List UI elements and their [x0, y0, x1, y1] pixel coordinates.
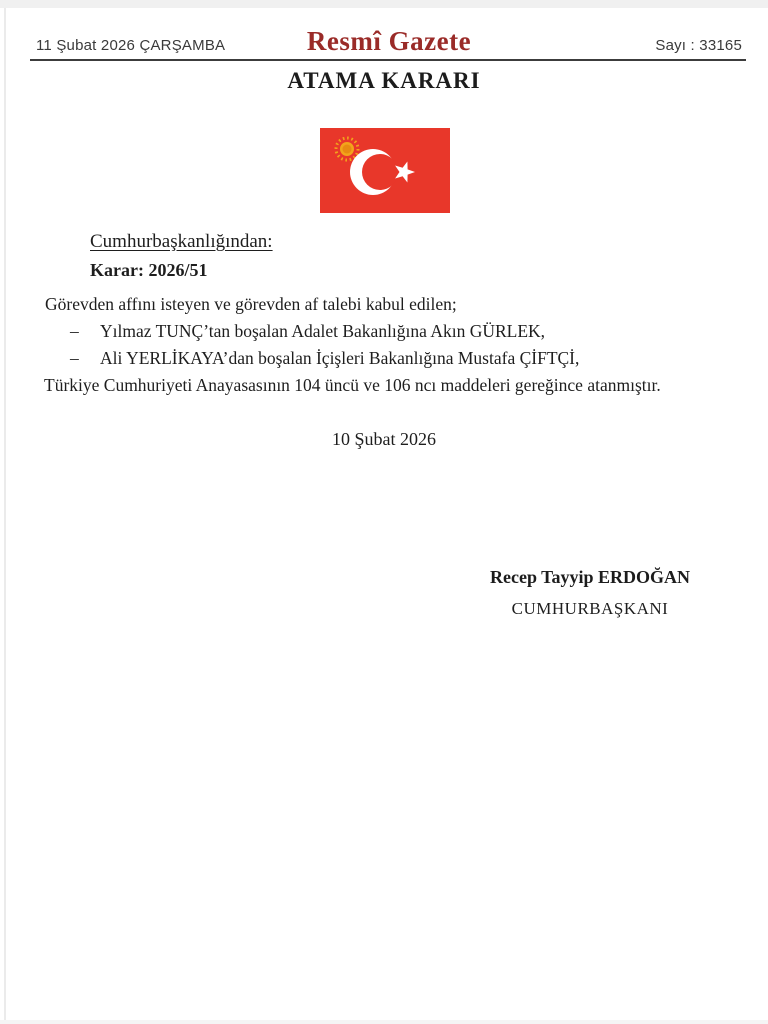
signatory-title: CUMHURBAŞKANI: [511, 599, 669, 618]
decree-number: Karar: 2026/51: [90, 260, 208, 280]
flag-icon: [320, 128, 450, 213]
appointment-item: [70, 321, 545, 342]
decree-issuer: Cumhurbaşkanlığından:: [90, 231, 273, 252]
decree-closing-text: Türkiye Cumhuriyeti Anayasasının 104 üncü ve 106 ncı maddeleri gereğince atanmıştır.: [44, 375, 661, 395]
signatory-name: Recep Tayyip ERDOĞAN: [489, 567, 691, 587]
appointment-text: Ali YERLİKAYA’dan boşalan İçişleri Bakanlığına Mustafa ÇİFTÇİ,: [100, 348, 580, 368]
appointment-text: Yılmaz TUNÇ’tan boşalan Adalet Bakanlığına Akın GÜRLEK,: [100, 321, 546, 341]
list-dash: –: [70, 348, 79, 368]
publication-date: 11 Şubat 2026 ÇARŞAMBA: [36, 36, 226, 54]
gazette-header: [36, 26, 742, 60]
list-dash: –: [70, 321, 79, 341]
scan-edge-bottom: [0, 1020, 768, 1024]
document-title: ATAMA KARARI: [287, 68, 481, 93]
decree-date: 10 Şubat 2026: [331, 429, 436, 449]
issue-number: Sayı : 33165: [655, 36, 742, 54]
scan-edge-top: [0, 0, 768, 8]
signature-block: [440, 567, 740, 619]
appointment-item: [70, 348, 579, 369]
turkish-presidential-flag-image: [320, 128, 450, 213]
scan-edge-left: [4, 8, 6, 1024]
header-divider: [30, 59, 746, 61]
masthead-title: Resmî Gazete: [306, 26, 472, 56]
decree-intro-text: Görevden affını isteyen ve görevden af talebi kabul edilen;: [45, 294, 457, 314]
